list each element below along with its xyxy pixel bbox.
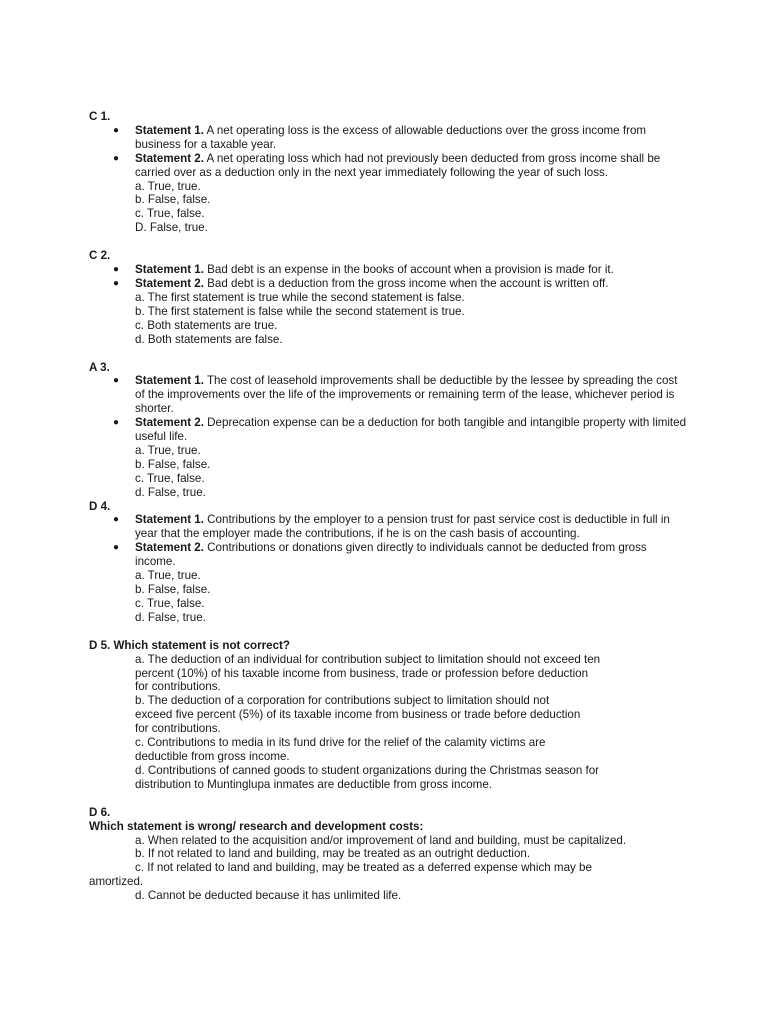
- statement-item: [89, 124, 689, 152]
- statement-text: Contributions or donations given directly to individuals cannot be deducted from gross income.: [135, 541, 647, 569]
- choice: c. True, false.: [135, 471, 205, 485]
- choice-line: percent (10%) of his taxable income from business, trade or profession before deduction: [135, 666, 589, 680]
- choice: d. False, true.: [135, 610, 206, 624]
- question-5-choices: [89, 653, 689, 792]
- choice-line: d. Contributions of canned goods to student organizations during the Christmas season for: [135, 763, 600, 777]
- question-3-choices: [89, 444, 689, 500]
- question-2-statements: [89, 263, 689, 291]
- choice-line: d. Cannot be deducted because it has unlimited life.: [135, 889, 402, 903]
- statement-item: [89, 416, 689, 444]
- choice: b. The first statement is false while the second statement is true.: [135, 304, 465, 318]
- statement-label: Statement 1.: [135, 263, 204, 277]
- choice-line: a. The deduction of an individual for contribution subject to limitation should not exceed ten: [135, 652, 601, 666]
- statement-item: [89, 152, 689, 180]
- statement-label: Statement 2.: [135, 541, 204, 555]
- question-6-choices: [89, 834, 689, 876]
- question-2: [89, 249, 689, 346]
- statement-label: Statement 1.: [135, 123, 204, 137]
- statement-text: Contributions by the employer to a pension trust for past service cost is deductible in full in year that the employer made the contributions, if he is on the cash basis of accounting.: [135, 513, 670, 541]
- choice-line: b. The deduction of a corporation for contributions subject to limitation should not: [135, 694, 550, 708]
- choice-line: c. Contributions to media in its fund drive for the relief of the calamity victims are: [135, 736, 546, 750]
- choice-line: for contributions.: [135, 680, 221, 694]
- choice-line: a. When related to the acquisition and/or improvement of land and building, must be capitalized.: [135, 833, 627, 847]
- question-6: [89, 806, 689, 903]
- choice-line: deductible from gross income.: [135, 749, 290, 763]
- choice-line: distribution to Muntinglupa inmates are deductible from gross income.: [135, 777, 493, 791]
- document-body: [89, 110, 689, 903]
- choice: D. False, true.: [135, 221, 208, 235]
- statement-item: [89, 513, 689, 541]
- choice: a. True, true.: [135, 569, 201, 583]
- choice-line: exceed five percent (5%) of its taxable income from business or trade before deduction: [135, 708, 581, 722]
- choice: c. True, false.: [135, 596, 205, 610]
- statement-label: Statement 2.: [135, 151, 204, 165]
- bullet-icon: ●: [113, 542, 120, 554]
- choice-line: for contributions.: [135, 722, 221, 736]
- statement-item: [89, 374, 689, 416]
- question-4-statements: [89, 513, 689, 569]
- choice: d. False, true.: [135, 485, 206, 499]
- statement-text: A net operating loss is the excess of allowable deductions over the gross income from business for a taxable year.: [135, 123, 647, 151]
- bullet-icon: ●: [113, 514, 120, 526]
- bullet-icon: ●: [113, 375, 120, 387]
- statement-text: A net operating loss which had not previously been deducted from gross income shall be carried over as a deduction only in the next year immediately following the year of such loss.: [135, 151, 661, 179]
- choice: a. True, true.: [135, 179, 201, 193]
- question-2-choices: [89, 291, 689, 347]
- question-1-choices: [89, 180, 689, 236]
- choice-line: b. If not related to land and building, may be treated as an outright deduction.: [135, 847, 531, 861]
- question-6-head: D 6.: [89, 805, 111, 819]
- choice: c. Both statements are true.: [135, 318, 278, 332]
- statement-label: Statement 2.: [135, 416, 204, 430]
- question-1-head: C 1.: [89, 110, 111, 123]
- choice-line: c. If not related to land and building, may be treated as a deferred expense which may be: [135, 861, 592, 875]
- statement-label: Statement 1.: [135, 374, 204, 388]
- statement-item: [89, 541, 689, 569]
- statement-label: Statement 1.: [135, 513, 204, 527]
- choice: b. False, false.: [135, 193, 211, 207]
- question-4: [89, 500, 689, 625]
- question-1-statements: [89, 124, 689, 180]
- question-1: [89, 110, 689, 235]
- bullet-icon: ●: [113, 152, 120, 164]
- question-6-last-choice: [89, 889, 689, 903]
- statement-label: Statement 2.: [135, 276, 204, 290]
- bullet-icon: ●: [113, 264, 120, 276]
- bullet-icon: ●: [113, 124, 120, 136]
- choice: b. False, false.: [135, 457, 211, 471]
- statement-text: Deprecation expense can be a deduction for both tangible and intangible property with limited useful life.: [135, 416, 687, 444]
- choice-line-wrap: amortized.: [89, 875, 144, 889]
- choice: a. True, true.: [135, 443, 201, 457]
- question-3: [89, 361, 689, 500]
- statement-text: Bad debt is an expense in the books of account when a provision is made for it.: [203, 263, 614, 277]
- question-5-head: D 5. Which statement is not correct?: [89, 638, 290, 652]
- question-6-subhead: Which statement is wrong/ research and development costs:: [89, 819, 424, 833]
- question-3-statements: [89, 374, 689, 444]
- bullet-icon: ●: [113, 417, 120, 429]
- question-3-head: A 3.: [89, 360, 110, 374]
- question-4-choices: [89, 569, 689, 625]
- choice: b. False, false.: [135, 583, 211, 596]
- statement-text: The cost of leasehold improvements shall be deductible by the lessee by spreading the cost of the improvements over the life of the improvements or remaining term of the lease, whichever period is shorter.: [135, 374, 678, 416]
- choice: c. True, false.: [135, 207, 205, 221]
- question-5: [89, 639, 689, 792]
- statement-text: Bad debt is a deduction from the gross income when the account is written off.: [203, 276, 609, 290]
- statement-item: [89, 263, 689, 277]
- choice: a. The first statement is true while the second statement is false.: [135, 290, 465, 304]
- statement-item: [89, 277, 689, 291]
- question-4-head: D 4.: [89, 499, 111, 513]
- question-2-head: C 2.: [89, 249, 111, 263]
- choice: d. Both statements are false.: [135, 332, 283, 346]
- bullet-icon: ●: [113, 277, 120, 289]
